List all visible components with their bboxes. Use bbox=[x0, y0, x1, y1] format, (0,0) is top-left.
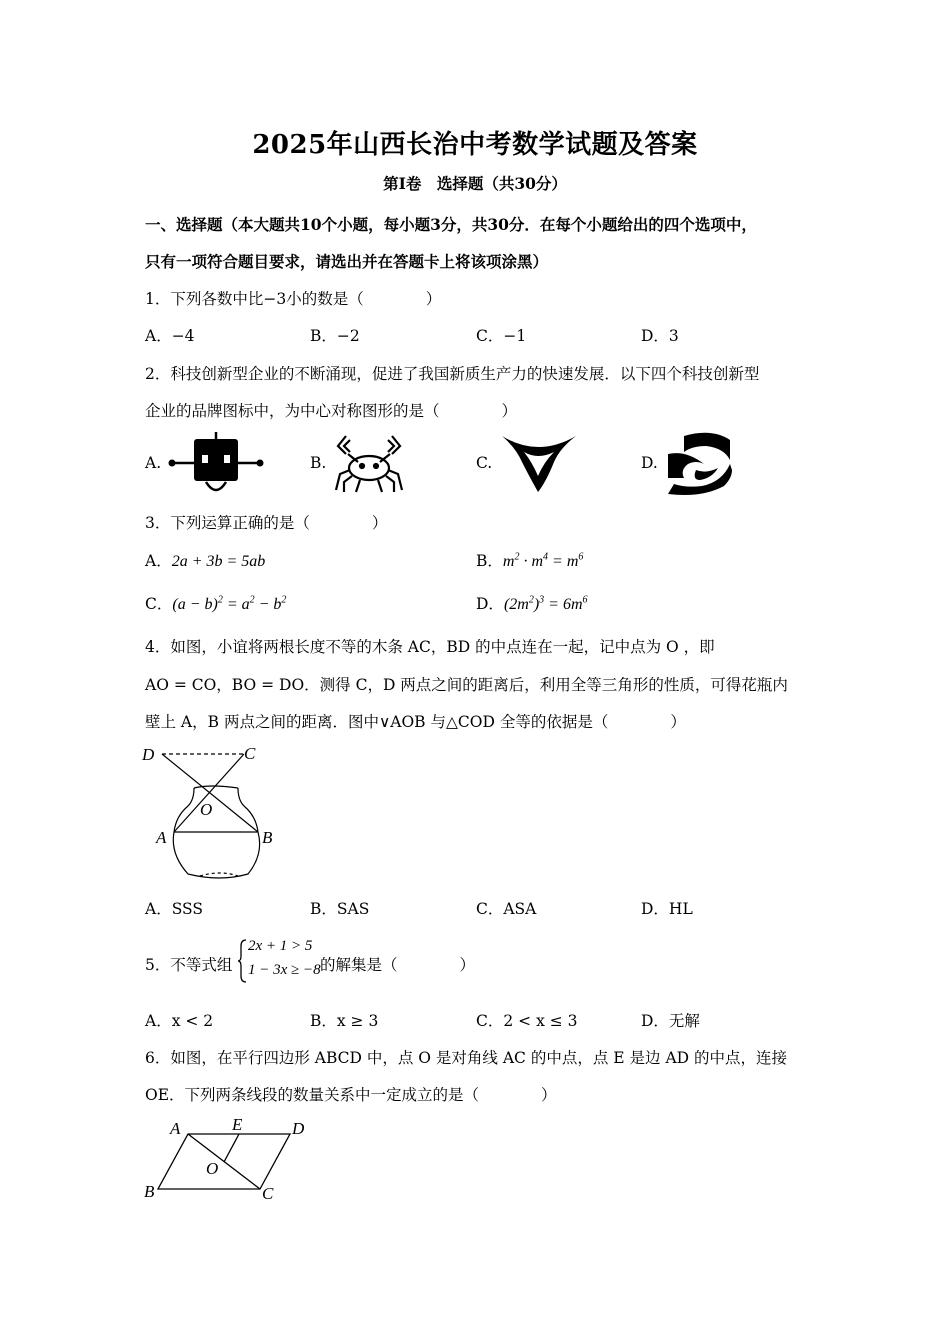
vase-label-o: O bbox=[200, 800, 213, 819]
q3-option-d-label: D． bbox=[476, 595, 504, 613]
q2-option-d-label[interactable]: D. bbox=[641, 454, 658, 472]
vase-label-d: D bbox=[142, 745, 155, 764]
para-label-b: B bbox=[144, 1182, 155, 1201]
q6-stem-line2: OE．下列两条线段的数量关系中一定成立的是（ ） bbox=[145, 1086, 557, 1104]
q3-option-c[interactable] bbox=[145, 592, 286, 614]
q3-b-base1: m bbox=[502, 553, 515, 570]
q3-d-close: ) bbox=[533, 596, 540, 613]
q3-d-eq: = 6m bbox=[544, 596, 583, 613]
q4-stem-line2: AO = CO，BO = DO．测得 C，D 两点之间的距离后，利用全等三角形的性质，可得花瓶内 bbox=[145, 676, 788, 694]
q3-b-exp1: 2 bbox=[514, 551, 520, 563]
q5-inequality-2: 1 − 3x ≥ −8 bbox=[248, 962, 321, 978]
q3-stem: 3．下列运算正确的是（ ） bbox=[145, 514, 388, 532]
q5-option-b[interactable]: B．x ≥ 3 bbox=[310, 1012, 379, 1030]
q4-option-d[interactable]: D．HL bbox=[641, 900, 693, 918]
q4-stem-line3: 壁上 A，B 两点之间的距离．图中∨AOB 与△COD 全等的依据是（ ） bbox=[145, 713, 686, 731]
section-instructions-line2: 只有一项符合题目要求，请选出并在答题卡上将该项涂黑） bbox=[145, 252, 549, 271]
q3-d-exp2: 3 bbox=[539, 594, 545, 606]
q3-option-d[interactable] bbox=[476, 592, 588, 614]
crab-logo-icon bbox=[334, 432, 414, 496]
q3-option-a-label: A． bbox=[145, 552, 172, 570]
q3-option-b-label: B． bbox=[476, 552, 503, 570]
q2-stem-line2: 企业的品牌图标中，为中心对称图形的是（ ） bbox=[145, 402, 518, 420]
q1-option-b[interactable]: B．−2 bbox=[310, 327, 360, 345]
q3-c-lhs: (a − b) bbox=[172, 596, 218, 613]
q2-option-c-label[interactable]: C. bbox=[476, 454, 493, 472]
para-label-a: A bbox=[170, 1119, 181, 1138]
q3-option-c-label: C． bbox=[145, 595, 173, 613]
q1-option-c[interactable]: C．−1 bbox=[476, 327, 527, 345]
q4-option-b[interactable]: B．SAS bbox=[310, 900, 370, 918]
vase-label-a: A bbox=[156, 828, 167, 847]
q2-option-a-label[interactable]: A. bbox=[145, 454, 162, 472]
q5-inequality-1: 2x + 1 > 5 bbox=[248, 938, 313, 954]
q3-b-exp2: 4 bbox=[543, 551, 549, 563]
q3-c-exp1: 2 bbox=[217, 594, 223, 606]
q3-option-a-expr: 2a + 3b = 5ab bbox=[171, 553, 266, 570]
q4-option-c[interactable]: C．ASA bbox=[476, 900, 537, 918]
q5-prefix: 5．不等式组 bbox=[145, 956, 233, 974]
q6-stem-line1: 6．如图，在平行四边形 ABCD 中，点 O 是对角线 AC 的中点，点 E 是边 AD 的中点，连接 bbox=[145, 1049, 787, 1067]
q3-b-exp3: 6 bbox=[578, 551, 584, 563]
q5-left-brace bbox=[238, 938, 248, 984]
q1-option-a[interactable]: A．−4 bbox=[145, 327, 195, 345]
parallelogram-figure bbox=[140, 1114, 320, 1204]
q2-option-b-label[interactable]: B. bbox=[310, 454, 327, 472]
q1-stem: 1．下列各数中比−3小的数是（ ） bbox=[145, 290, 442, 308]
page-title: 2025年山西长治中考数学试题及答案 bbox=[252, 130, 698, 160]
q3-b-base2: m bbox=[531, 553, 544, 570]
q3-d-exp1: 2 bbox=[528, 594, 534, 606]
section-instructions-line1: 一、选择题（本大题共10个小题，每小题3分，共30分．在每个小题给出的四个选项中， bbox=[145, 215, 757, 234]
q3-b-eq: = m bbox=[548, 553, 579, 570]
q5-suffix: 的解集是（ ） bbox=[320, 956, 476, 974]
vase-label-c: C bbox=[244, 744, 256, 763]
robot-logo-icon bbox=[168, 430, 268, 500]
q2-stem-line1: 2．科技创新型企业的不断涌现，促进了我国新质生产力的快速发展．以下四个科技创新型 bbox=[145, 365, 760, 383]
q3-c-mid2: − b bbox=[254, 596, 282, 613]
para-label-c: C bbox=[262, 1184, 274, 1203]
q1-option-d[interactable]: D．3 bbox=[641, 327, 679, 345]
q5-option-c[interactable]: C．2 < x ≤ 3 bbox=[476, 1012, 578, 1030]
q3-option-a[interactable] bbox=[145, 549, 265, 571]
vase-figure bbox=[140, 742, 280, 887]
q3-c-mid: = a bbox=[222, 596, 250, 613]
section-subtitle: 第Ⅰ卷 选择题（共30分） bbox=[383, 174, 567, 193]
q3-c-exp3: 2 bbox=[281, 594, 287, 606]
q4-stem-line1: 4．如图，小谊将两根长度不等的木条 AC，BD 的中点连在一起，记中点为 O ，即 bbox=[145, 638, 715, 656]
vase-label-b: B bbox=[262, 828, 273, 847]
para-label-e: E bbox=[232, 1115, 243, 1134]
para-label-d: D bbox=[292, 1119, 305, 1138]
q3-option-b[interactable] bbox=[476, 549, 583, 571]
q4-option-a[interactable]: A．SSS bbox=[145, 900, 204, 918]
tri-blade-logo-icon bbox=[500, 432, 580, 496]
q3-d-lhs: (2m bbox=[503, 596, 529, 613]
q3-d-exp3: 6 bbox=[582, 594, 588, 606]
q3-c-exp2: 2 bbox=[249, 594, 255, 606]
q5-option-d[interactable]: D．无解 bbox=[641, 1012, 700, 1030]
swirl-logo-icon bbox=[666, 430, 736, 496]
q3-b-dot: · bbox=[519, 553, 532, 570]
para-label-o: O bbox=[206, 1159, 219, 1178]
q5-option-a[interactable]: A．x < 2 bbox=[145, 1012, 214, 1030]
